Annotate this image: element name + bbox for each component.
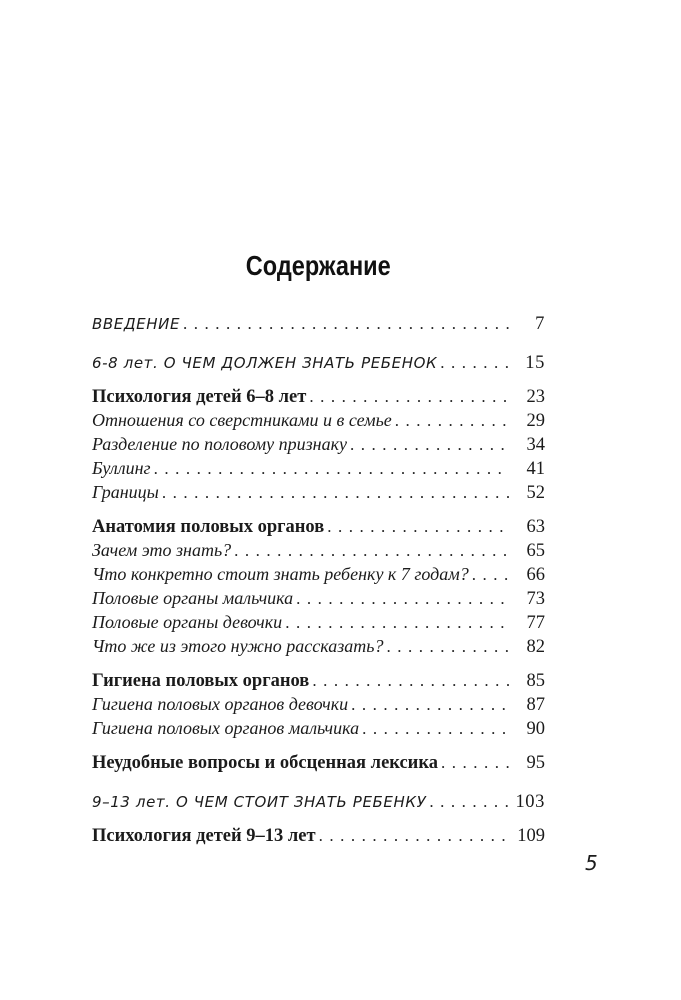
toc-entry-page: 103 bbox=[515, 792, 545, 812]
dot-leader bbox=[154, 457, 509, 480]
toc-entry-label: 6-8 лет. О ЧЕМ ДОЛЖЕН ЗНАТЬ РЕБЕНОК bbox=[92, 354, 438, 372]
dot-leader bbox=[234, 539, 509, 562]
toc-entry bbox=[92, 433, 545, 457]
toc-entry bbox=[92, 669, 545, 693]
toc-entry-page: 29 bbox=[526, 411, 545, 431]
dot-leader bbox=[441, 751, 509, 774]
toc-entry bbox=[92, 717, 545, 741]
toc-entry bbox=[92, 635, 545, 659]
toc-entry-page: 63 bbox=[526, 517, 545, 537]
toc-entry bbox=[92, 751, 545, 775]
toc-entry-label: Разделение по половому признаку bbox=[92, 434, 348, 454]
toc-entry-page: 66 bbox=[526, 565, 545, 585]
toc-entry bbox=[92, 409, 545, 433]
toc-entry-page: 65 bbox=[526, 541, 545, 561]
toc-entry bbox=[92, 824, 545, 848]
toc-entry-label: Гигиена половых органов bbox=[92, 671, 310, 691]
toc-entry-page: 109 bbox=[517, 826, 545, 846]
page-title-text: Содержание bbox=[246, 250, 391, 281]
toc-entry-page: 73 bbox=[526, 589, 545, 609]
toc-entry-label: Половые органы мальчика bbox=[92, 588, 294, 608]
dot-leader bbox=[309, 385, 509, 408]
dot-leader bbox=[319, 824, 509, 847]
toc-entry-label: Психология детей 6–8 лет bbox=[92, 387, 307, 407]
dot-leader bbox=[440, 351, 509, 374]
toc-entry bbox=[92, 385, 545, 409]
toc-entry bbox=[92, 515, 545, 539]
toc-entry-page: 87 bbox=[526, 695, 545, 715]
dot-leader bbox=[429, 790, 509, 813]
dot-leader bbox=[183, 312, 509, 335]
toc-entry-label: Зачем это знать? bbox=[92, 540, 232, 560]
toc-entry bbox=[92, 587, 545, 611]
toc-entry-page: 52 bbox=[526, 483, 545, 503]
toc-entry-page: 34 bbox=[526, 435, 545, 455]
toc-entry-label: 9–13 лет. О ЧЕМ СТОИТ ЗНАТЬ РЕБЕНКУ bbox=[92, 793, 427, 811]
dot-leader bbox=[296, 587, 509, 610]
toc-entry-page: 15 bbox=[525, 353, 545, 373]
toc-entry-page: 82 bbox=[526, 637, 545, 657]
toc-entry bbox=[92, 790, 545, 814]
toc-entry-label: Что же из этого нужно рассказать? bbox=[92, 636, 384, 656]
page-title bbox=[92, 251, 545, 281]
toc-list bbox=[92, 312, 545, 848]
toc-entry bbox=[92, 481, 545, 505]
toc-entry-label: Неудобные вопросы и обсценная лексика bbox=[92, 753, 438, 773]
toc-entry bbox=[92, 457, 545, 481]
toc-entry-label: Что конкретно стоит знать ребенку к 7 годам? bbox=[92, 564, 469, 584]
toc-entry-label: ВВЕДЕНИЕ bbox=[92, 315, 181, 333]
toc-entry-label: Половые органы девочки bbox=[92, 612, 283, 632]
toc-entry-page: 41 bbox=[526, 459, 545, 479]
toc-entry bbox=[92, 539, 545, 563]
toc-page bbox=[92, 0, 545, 848]
folio-page-number: 5 bbox=[585, 851, 598, 875]
toc-entry-page: 90 bbox=[526, 719, 545, 739]
toc-entry-label: Границы bbox=[92, 482, 159, 502]
toc-entry bbox=[92, 611, 545, 635]
toc-entry bbox=[92, 693, 545, 717]
dot-leader bbox=[362, 717, 509, 740]
toc-entry bbox=[92, 312, 545, 336]
dot-leader bbox=[162, 481, 509, 504]
toc-entry bbox=[92, 563, 545, 587]
dot-leader bbox=[395, 409, 509, 432]
toc-entry-label: Психология детей 9–13 лет bbox=[92, 826, 316, 846]
toc-entry-label: Буллинг bbox=[92, 458, 151, 478]
dot-leader bbox=[386, 635, 509, 658]
dot-leader bbox=[351, 693, 509, 716]
toc-entry-label: Анатомия половых органов bbox=[92, 517, 325, 537]
toc-entry-label: Отношения со сверстниками и в семье bbox=[92, 410, 392, 430]
toc-entry-label: Гигиена половых органов девочки bbox=[92, 694, 349, 714]
dot-leader bbox=[472, 563, 509, 586]
dot-leader bbox=[285, 611, 509, 634]
dot-leader bbox=[312, 669, 509, 692]
toc-entry-page: 23 bbox=[526, 387, 545, 407]
toc-entry bbox=[92, 351, 545, 375]
toc-entry-page: 95 bbox=[526, 753, 545, 773]
dot-leader bbox=[350, 433, 509, 456]
dot-leader bbox=[327, 515, 509, 538]
toc-entry-page: 85 bbox=[526, 671, 545, 691]
toc-entry-page: 77 bbox=[526, 613, 545, 633]
toc-entry-label: Гигиена половых органов мальчика bbox=[92, 718, 360, 738]
toc-entry-page: 7 bbox=[535, 314, 545, 334]
